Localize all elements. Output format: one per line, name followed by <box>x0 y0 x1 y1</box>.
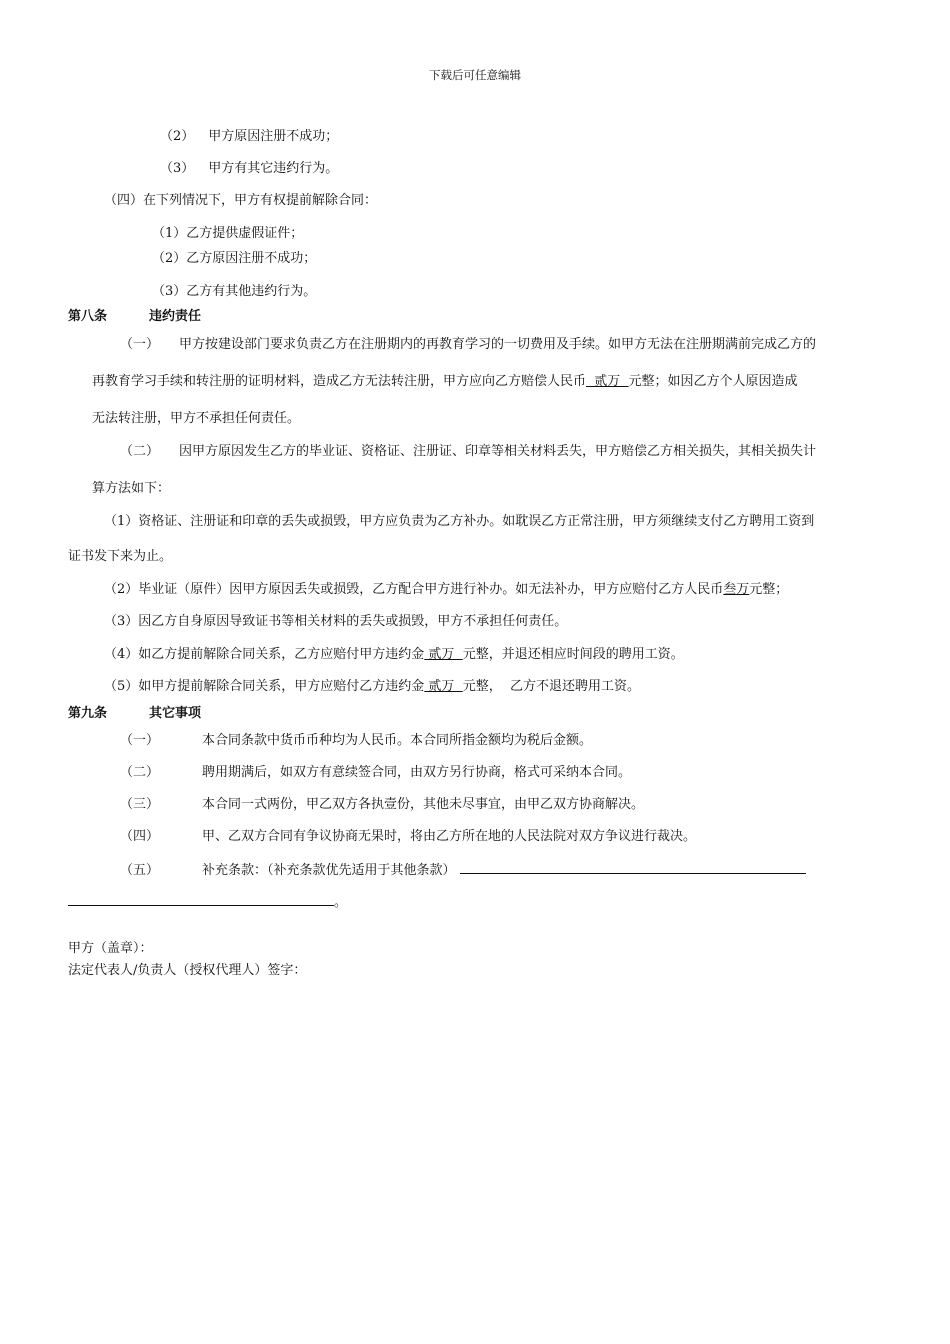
article-9-heading <box>68 705 201 723</box>
article-title: 违约责任 <box>149 309 202 324</box>
item-number: （四） <box>120 829 160 844</box>
list-item: （3）乙方有其他违约行为。 <box>152 284 317 299</box>
paragraph-line: （1）资格证、注册证和印章的丢失或损毁，甲方应负责为乙方补办。如耽误乙方正常注册，甲方须继续支付乙方聘用工资到 <box>104 514 815 529</box>
list-item <box>120 828 696 846</box>
paragraph-text: 再教育学习手续和转注册的证明材料，造成乙方无法转注册，甲方应向乙方赔偿人民币 <box>92 374 587 389</box>
paragraph-text: 元整， 乙方不退还聘用工资。 <box>462 679 640 694</box>
item-number: （2） <box>160 129 195 144</box>
item-text: 补充条款：（补充条款优先适用于其他条款） <box>202 863 456 878</box>
representative-signature-label: 法定代表人/负责人（授权代理人）签字： <box>68 963 307 978</box>
paragraph-text: （5）如甲方提前解除合同关系，甲方应赔付乙方违约金 <box>104 679 425 694</box>
paragraph-line: 无法转注册，甲方不承担任何责任。 <box>92 411 301 426</box>
supplement-blank[interactable] <box>460 860 806 874</box>
paragraph-text: 元整，并退还相应时间段的聘用工资。 <box>462 647 684 662</box>
page-header: 下载后可任意编辑 <box>429 68 521 82</box>
list-item <box>160 128 338 146</box>
paragraph-text: 甲方按建设部门要求负责乙方在注册期内的再教育学习的一切费用及手续。如甲方无法在注册期满前完成乙方的 <box>179 337 817 352</box>
paragraph-text: （4）如乙方提前解除合同关系，乙方应赔付甲方违约金 <box>104 647 425 662</box>
item-text: 甲方有其它违约行为。 <box>208 161 339 176</box>
paragraph-text: 因甲方原因发生乙方的毕业证、资格证、注册证、印章等相关材料丢失，甲方赔偿乙方相关损失，其相关损失计 <box>179 444 817 459</box>
paragraph-text: 元整；如因乙方个人原因造成 <box>628 374 798 389</box>
paragraph-line <box>120 443 816 461</box>
supplement-continuation <box>68 892 347 912</box>
item-text: 本合同条款中货币币种均为人民币。本合同所指金额均为税后金额。 <box>202 733 593 748</box>
article-8-heading <box>68 308 201 326</box>
list-item: （1）乙方提供虚假证件； <box>152 226 304 241</box>
item-text: 甲方原因注册不成功； <box>208 129 339 144</box>
list-item <box>120 796 644 814</box>
end-mark: 。 <box>334 895 348 910</box>
list-item <box>120 732 592 750</box>
item-text: 甲、乙双方合同有争议协商无果时，将由乙方所在地的人民法院对双方争议进行裁决。 <box>202 829 697 844</box>
article-number: 第九条 <box>68 706 108 721</box>
amount-field: 贰万 <box>586 374 629 389</box>
paragraph-line <box>104 646 684 664</box>
paragraph-line <box>92 373 798 391</box>
party-a-seal-label: 甲方（盖章）： <box>68 941 153 956</box>
paragraph-line: 算方法如下： <box>92 481 171 496</box>
item-number: （三） <box>120 797 160 812</box>
item-number: （一） <box>120 733 160 748</box>
article-number: 第八条 <box>68 309 108 324</box>
paragraph-line: （3）因乙方自身原因导致证书等相关材料的丢失或损毁，甲方不承担任何责任。 <box>104 614 568 629</box>
paragraph-line <box>104 678 640 696</box>
paragraph-line <box>104 581 788 599</box>
list-item <box>120 764 631 782</box>
item-text: 本合同一式两份，甲乙双方各执壹份，其他未尽事宜，由甲乙双方协商解决。 <box>202 797 645 812</box>
article-title: 其它事项 <box>149 706 202 721</box>
item-number: （二） <box>120 765 160 780</box>
list-item: （2）乙方原因注册不成功； <box>152 251 317 266</box>
item-text: 聘用期满后，如双方有意续签合同，由双方另行协商，格式可采纳本合同。 <box>202 765 632 780</box>
paragraph-number: （一） <box>120 337 160 352</box>
paragraph-text: （2）毕业证（原件）因甲方原因丢失或损毁，乙方配合甲方进行补办。如无法补办，甲方应赔付乙方人民币 <box>104 582 724 597</box>
supplement-blank-2[interactable] <box>68 892 334 906</box>
list-item <box>160 160 338 178</box>
list-item <box>120 860 806 880</box>
amount-field: 叁万 <box>723 582 750 597</box>
paragraph-line <box>120 336 816 354</box>
item-number: （3） <box>160 161 195 176</box>
paragraph-number: （二） <box>120 444 160 459</box>
item-number: （五） <box>120 863 160 878</box>
amount-field: 贰万 <box>424 679 463 694</box>
paragraph-line: 证书发下来为止。 <box>68 549 173 564</box>
amount-field: 贰万 <box>424 647 463 662</box>
clause-four: （四）在下列情况下，甲方有权提前解除合同： <box>104 193 378 208</box>
paragraph-text: 元整； <box>749 582 789 597</box>
